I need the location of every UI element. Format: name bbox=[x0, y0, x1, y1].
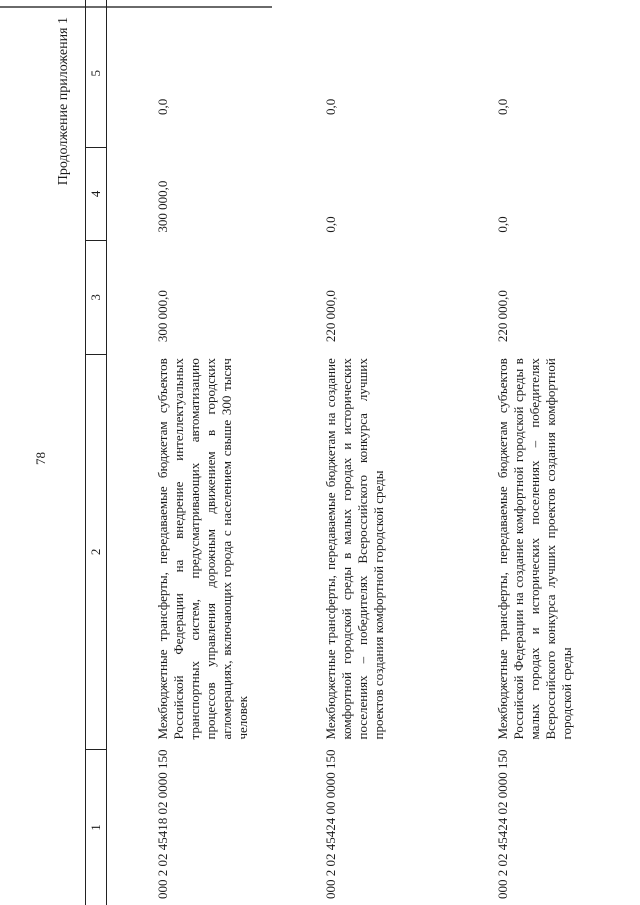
budget-code: 000 2 02 45418 02 0000 150 bbox=[155, 749, 170, 899]
table-row bbox=[107, 0, 276, 905]
value-col3: 220 000,0 bbox=[495, 290, 510, 343]
column-header-2: 2 bbox=[86, 354, 107, 749]
header-row bbox=[86, 0, 107, 905]
table-header bbox=[86, 0, 107, 905]
description-text: Межбюджетные трансферты, передаваемые бюджетам субъектов Российской Федерации на внедрение интеллектуальных транспортных систем, предусматривающих автоматизацию процессов управления дорожным движением в городских агломерациях, включающих города с населением свыше 300 тысяч человек bbox=[155, 358, 250, 740]
page-number: 78 bbox=[33, 452, 48, 465]
continuation-heading: Продолжение приложения 1 bbox=[56, 17, 71, 186]
value-col5: 0,0 bbox=[495, 98, 510, 116]
table-row bbox=[275, 0, 447, 905]
row-description bbox=[447, 354, 615, 749]
column-header-1: 1 bbox=[86, 750, 107, 905]
value-col4: 0,0 bbox=[495, 216, 510, 233]
column-header-5: 5 bbox=[86, 0, 107, 147]
value-col4: 0,0 bbox=[323, 216, 338, 233]
description-text: Межбюджетные трансферты, передаваемые бюджетам на создание комфортной городской среды в малых городах и исторических поселениях – победителях Всероссийского конкурса лучших проектов создания комфортной городской среды bbox=[323, 358, 386, 740]
budget-table bbox=[85, 0, 615, 905]
table-row bbox=[447, 0, 615, 905]
budget-code: 000 2 02 45424 02 0000 150 bbox=[495, 749, 510, 899]
value-col3: 220 000,0 bbox=[323, 290, 338, 343]
row-description bbox=[275, 354, 447, 749]
description-text: Межбюджетные трансферты, передаваемые бюджетам субъектов Российской Федерации на создание комфортной городской среды в малых городах и исторических поселениях – победителях Всероссийского конкурса лучших проектов создания комфортной городской среды bbox=[495, 358, 574, 740]
budget-code: 000 2 02 45424 00 0000 150 bbox=[323, 749, 338, 899]
column-header-3: 3 bbox=[86, 241, 107, 355]
value-col4: 300 000,0 bbox=[155, 180, 170, 233]
row-description bbox=[107, 354, 276, 749]
value-col5: 0,0 bbox=[323, 98, 338, 116]
column-header-4: 4 bbox=[86, 147, 107, 241]
value-col3: 300 000,0 bbox=[155, 290, 170, 343]
value-col5: 0,0 bbox=[155, 98, 170, 116]
